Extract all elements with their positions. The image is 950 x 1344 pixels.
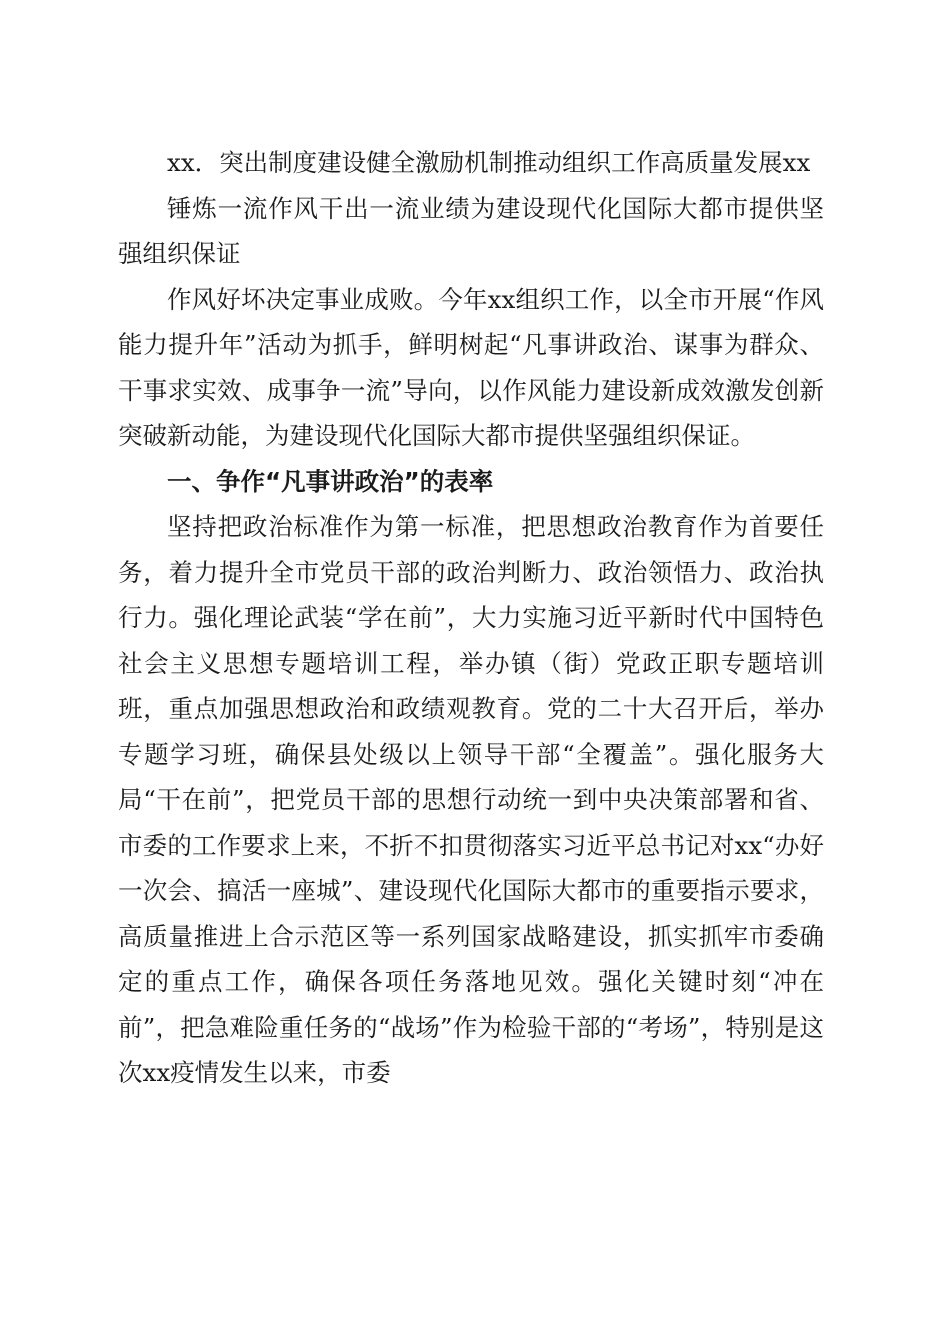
section-1-body: 坚持把政治标准作为第一标准，把思想政治教育作为首要任务，着力提升全市党员干部的政治判断力、政治领悟力、政治执行力。强化理论武装“学在前”，大力实施习近平新时代中国特色社会主义思想专题培训工程，举办镇（街）党政正职专题培训班，重点加强思想政治和政绩观教育。党的二十大召开后，举办专题学习班，确保县处级以上领导干部“全覆盖”。强化服务大局“干在前”，把党员干部的思想行动统一到中央决策部署和省、市委的工作要求上来，不折不扣贯彻落实习近平总书记对xx“办好一次会、搞活一座城”、建设现代化国际大都市的重要指示要求，高质量推进上合示范区等一系列国家战略建设，抓实抓牢市委确定的重点工作，确保各项任务落地见效。强化关键时刻“冲在前”，把急难险重任务的“战场”作为检验干部的“考场”，特别是这次xx疫情发生以来，市委: [118, 512, 824, 1087]
document-title-line: xx．突出制度建设健全激励机制推动组织工作高质量发展xx: [167, 148, 811, 177]
document-page: [118, 140, 824, 1096]
intro-paragraph: 作风好坏决定事业成败。今年xx组织工作，以全市开展“作风能力提升年”活动为抓手，鲜明树起“凡事讲政治、谋事为群众、干事求实效、成事争一流”导向，以作风能力建设新成效激发创新突破新动能，为建设现代化国际大都市提供坚强组织保证。: [118, 284, 824, 450]
section-1-heading: 一、争作“凡事讲政治”的表率: [167, 466, 494, 496]
document-subtitle: 锤炼一流作风干出一流业绩为建设现代化国际大都市提供坚强组织保证: [118, 193, 824, 268]
